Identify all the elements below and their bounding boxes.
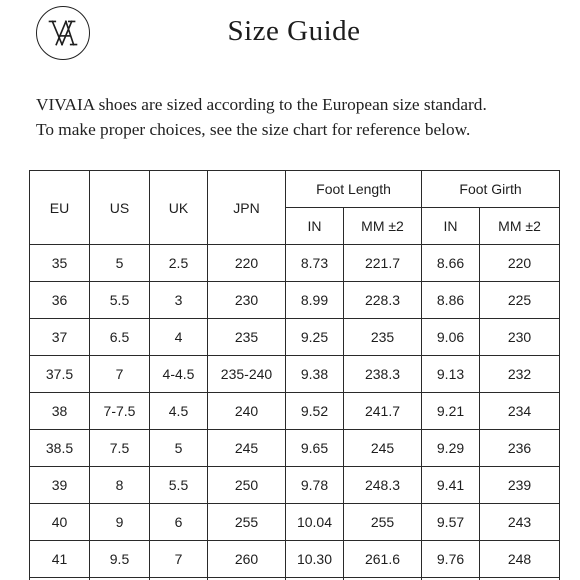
cell-foot-girth-mm: 220 xyxy=(480,245,560,282)
header-jpn: JPN xyxy=(208,171,286,245)
cell-foot-girth-mm: 230 xyxy=(480,319,560,356)
cell-us: 9.5 xyxy=(90,541,150,578)
cell-foot-girth-mm: 236 xyxy=(480,430,560,467)
cell-foot-length-mm: 238.3 xyxy=(344,356,422,393)
header-foot-length-mm: MM ±2 xyxy=(344,208,422,245)
intro-line-1: VIVAIA shoes are sized according to the European size standard. xyxy=(36,95,487,114)
table-row xyxy=(30,245,560,282)
cell-foot-girth-mm: 248 xyxy=(480,541,560,578)
cell-foot-girth-mm: 225 xyxy=(480,282,560,319)
cell-uk: 6 xyxy=(150,504,208,541)
cell-foot-girth-in: 9.29 xyxy=(422,430,480,467)
cell-foot-girth-in: 9.57 xyxy=(422,504,480,541)
cell-foot-length-in: 9.38 xyxy=(286,356,344,393)
cell-eu: 41 xyxy=(30,541,90,578)
cell-eu: 37 xyxy=(30,319,90,356)
cell-jpn: 240 xyxy=(208,393,286,430)
table-row xyxy=(30,393,560,430)
cell-jpn: 235-240 xyxy=(208,356,286,393)
size-chart-table xyxy=(29,170,560,580)
table-row xyxy=(30,282,560,319)
header-us: US xyxy=(90,171,150,245)
cell-foot-girth-in: 8.66 xyxy=(422,245,480,282)
table-header-row xyxy=(30,171,560,208)
cell-foot-girth-mm: 232 xyxy=(480,356,560,393)
cell-jpn: 235 xyxy=(208,319,286,356)
cell-uk: 4.5 xyxy=(150,393,208,430)
cell-foot-length-in: 9.78 xyxy=(286,467,344,504)
table-row xyxy=(30,541,560,578)
header-uk: UK xyxy=(150,171,208,245)
cell-uk: 5 xyxy=(150,430,208,467)
intro-line-2: To make proper choices, see the size chart for reference below. xyxy=(36,120,471,139)
cell-uk: 4-4.5 xyxy=(150,356,208,393)
cell-foot-length-in: 10.30 xyxy=(286,541,344,578)
cell-us: 7 xyxy=(90,356,150,393)
cell-us: 9 xyxy=(90,504,150,541)
cell-foot-length-mm: 228.3 xyxy=(344,282,422,319)
cell-foot-length-in: 10.04 xyxy=(286,504,344,541)
cell-foot-length-in: 9.25 xyxy=(286,319,344,356)
header-foot-length-in: IN xyxy=(286,208,344,245)
header-foot-girth-in: IN xyxy=(422,208,480,245)
cell-jpn: 220 xyxy=(208,245,286,282)
cell-us: 7-7.5 xyxy=(90,393,150,430)
cell-uk: 7 xyxy=(150,541,208,578)
cell-jpn: 250 xyxy=(208,467,286,504)
cell-foot-length-mm: 255 xyxy=(344,504,422,541)
cell-uk: 4 xyxy=(150,319,208,356)
cell-foot-length-mm: 245 xyxy=(344,430,422,467)
header-foot-girth: Foot Girth xyxy=(422,171,560,208)
cell-foot-length-in: 9.65 xyxy=(286,430,344,467)
cell-foot-girth-mm: 234 xyxy=(480,393,560,430)
cell-us: 7.5 xyxy=(90,430,150,467)
cell-us: 5 xyxy=(90,245,150,282)
cell-foot-girth-in: 9.06 xyxy=(422,319,480,356)
header-foot-length: Foot Length xyxy=(286,171,422,208)
cell-foot-girth-in: 9.21 xyxy=(422,393,480,430)
cell-eu: 40 xyxy=(30,504,90,541)
cell-foot-length-mm: 241.7 xyxy=(344,393,422,430)
cell-jpn: 255 xyxy=(208,504,286,541)
cell-eu: 38.5 xyxy=(30,430,90,467)
cell-eu: 37.5 xyxy=(30,356,90,393)
cell-foot-girth-mm: 243 xyxy=(480,504,560,541)
cell-foot-length-mm: 221.7 xyxy=(344,245,422,282)
header-foot-girth-mm: MM ±2 xyxy=(480,208,560,245)
cell-foot-girth-in: 9.13 xyxy=(422,356,480,393)
cell-jpn: 260 xyxy=(208,541,286,578)
cell-eu: 35 xyxy=(30,245,90,282)
cell-us: 8 xyxy=(90,467,150,504)
cell-foot-length-in: 8.73 xyxy=(286,245,344,282)
cell-uk: 5.5 xyxy=(150,467,208,504)
cell-us: 5.5 xyxy=(90,282,150,319)
table-row xyxy=(30,319,560,356)
cell-foot-length-mm: 261.6 xyxy=(344,541,422,578)
cell-jpn: 245 xyxy=(208,430,286,467)
cell-foot-length-in: 9.52 xyxy=(286,393,344,430)
cell-eu: 38 xyxy=(30,393,90,430)
cell-foot-girth-mm: 239 xyxy=(480,467,560,504)
header-eu: EU xyxy=(30,171,90,245)
cell-eu: 39 xyxy=(30,467,90,504)
table-row xyxy=(30,467,560,504)
page-title: Size Guide xyxy=(227,15,361,47)
table-row xyxy=(30,504,560,541)
cell-uk: 3 xyxy=(150,282,208,319)
table-row xyxy=(30,430,560,467)
cell-foot-length-in: 8.99 xyxy=(286,282,344,319)
cell-us: 6.5 xyxy=(90,319,150,356)
cell-foot-length-mm: 248.3 xyxy=(344,467,422,504)
cell-foot-girth-in: 9.76 xyxy=(422,541,480,578)
cell-foot-girth-in: 8.86 xyxy=(422,282,480,319)
intro-text xyxy=(36,92,566,142)
cell-foot-girth-in: 9.41 xyxy=(422,467,480,504)
cell-eu: 36 xyxy=(30,282,90,319)
cell-foot-length-mm: 235 xyxy=(344,319,422,356)
cell-jpn: 230 xyxy=(208,282,286,319)
table-row xyxy=(30,356,560,393)
cell-uk: 2.5 xyxy=(150,245,208,282)
